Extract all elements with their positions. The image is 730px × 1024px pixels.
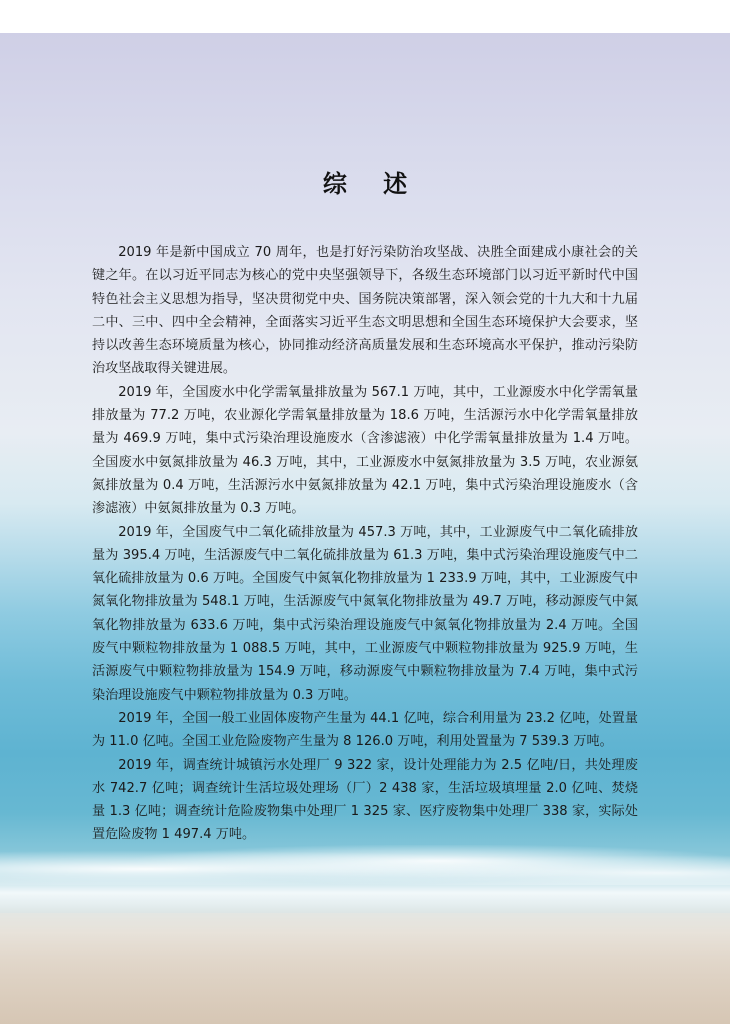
paragraph-waste-gas: 2019 年，全国废气中二氧化硫排放量为 457.3 万吨，其中，工业源废气中二氧化硫排放量为 395.4 万吨，生活源废气中二氧化硫排放量为 61.3 万吨，集中式污染治理设施废气中二氧化硫排放量为 0.6 万吨。全国废气中氮氧化物排放量为 1 233.9 万吨，其中，工业源废气中氮氧化物排放量为 548.1 万吨，生活源废气中氮氧化物排放量为 49.7 万吨，移动源废气中氮氧化物排放量为 633.6 万吨，集中式污染治理设施废气中氮氧化物排放量为 2.4 万吨。全国废气中颗粒物排放量为 1 088.5 万吨，其中，工业源废气中颗粒物排放量为 925.9 万吨，生活源废气中颗粒物排放量为 154.9 万吨，移动源废气中颗粒物排放量为 7.4 万吨，集中式污染治理设施废气中颗粒物排放量为 0.3 万吨。 [92,524,638,703]
paragraph-solid-waste: 2019 年，全国一般工业固体废物产生量为 44.1 亿吨，综合利用量为 23.2 亿吨，处置量为 11.0 亿吨。全国工业危险废物产生量为 8 126.0 万吨，利用处置量为 7 539.3 万吨。 [92,710,638,750]
paragraph-treatment-facilities: 2019 年，调查统计城镇污水处理厂 9 322 家，设计处理能力为 2.5 亿吨/日，共处理废水 742.7 亿吨；调查统计生活垃圾处理场（厂）2 438 家，生活垃圾填埋量 2.0 亿吨、焚烧量 1.3 亿吨；调查统计危险废物集中处理厂 1 325 家、医疗废物集中处理厂 338 家，实际处置危险废物 1 497.4 万吨。 [92,757,638,843]
page-title: 综 述 [322,169,422,198]
paragraph-intro: 2019 年是新中国成立 70 周年，也是打好污染防治攻坚战、决胜全面建成小康社会的关键之年。在以习近平同志为核心的党中央坚强领导下，各级生态环境部门以习近平新时代中国特色社会主义思想为指导，坚决贯彻党中央、国务院决策部署，深入领会党的十九大和十九届二中、三中、四中全会精神，全面落实习近平生态文明思想和全国生态环境保护大会要求，坚持以改善生态环境质量为核心，协同推动经济高质量发展和生态环境高水平保护，推动污染防治攻坚战取得关键进展。 [92,245,638,377]
body-text [92,241,638,847]
paragraph-wastewater: 2019 年，全国废水中化学需氧量排放量为 567.1 万吨，其中，工业源废水中化学需氧量排放量为 77.2 万吨，农业源化学需氧量排放量为 18.6 万吨，生活源污水中化学需氧量排放量为 469.9 万吨，集中式污染治理设施废水（含渗滤液）中化学需氧量排放量为 1.4 万吨。全国废水中氨氮排放量为 46.3 万吨，其中，工业源废水中氨氮排放量为 3.5 万吨，农业源氨氮排放量为 0.4 万吨，生活源污水中氨氮排放量为 42.1 万吨，集中式污染治理设施废水（含渗滤液）中氨氮排放量为 0.3 万吨。 [92,384,638,517]
